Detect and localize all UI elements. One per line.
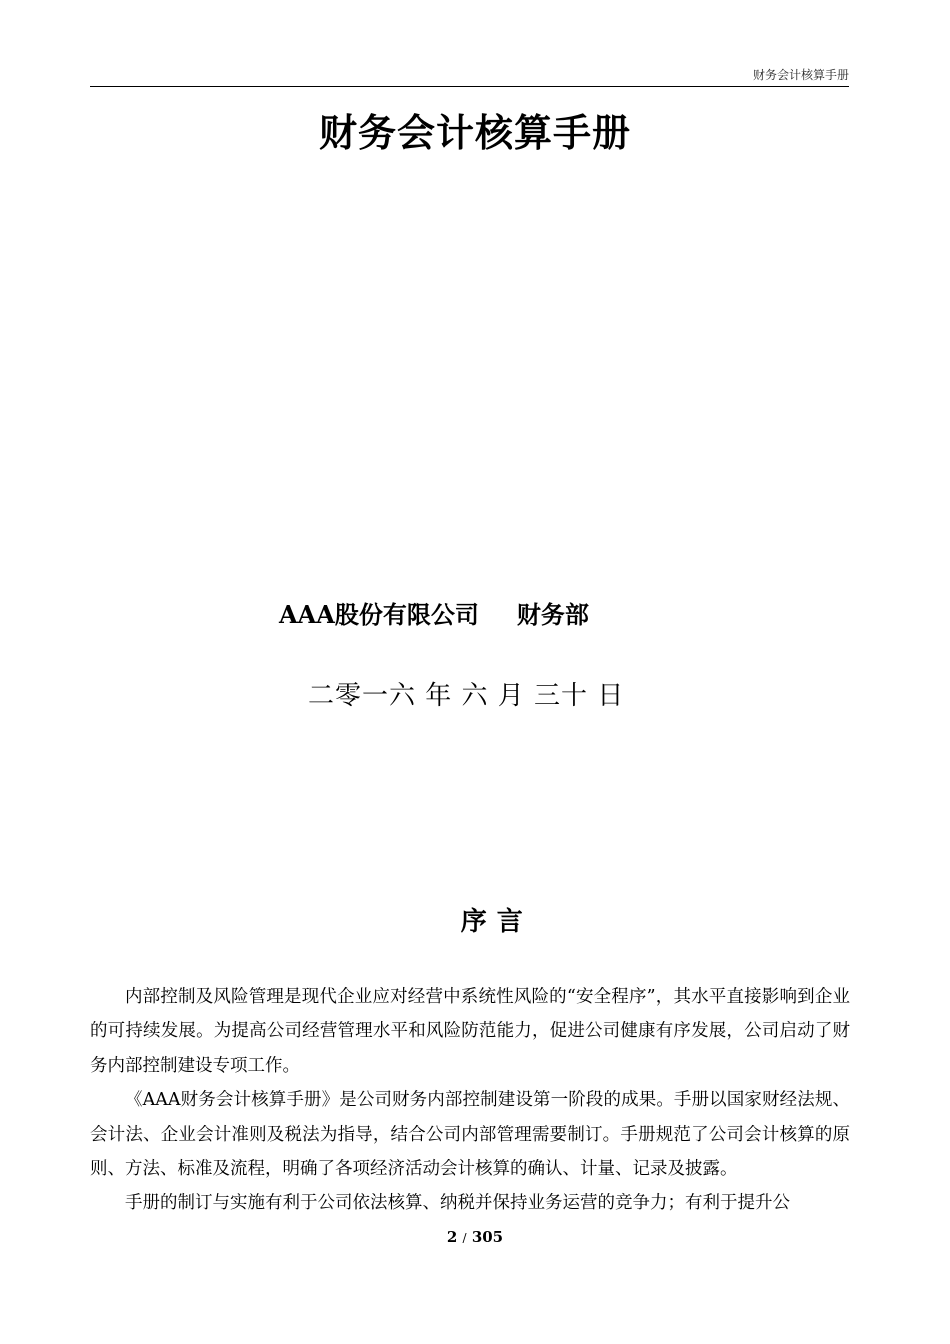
total-pages: 305 bbox=[471, 1228, 504, 1246]
page-separator: / bbox=[462, 1231, 467, 1245]
preface-paragraph: 内部控制及风险管理是现代企业应对经营中系统性风险的“安全程序”，其水平直接影响到企业的可持续发展。为提高公司经营管理水平和风险防范能力，促进公司健康有序发展，公司启动了财务内部控制建设专项工作。 bbox=[90, 987, 850, 1076]
preface-body bbox=[90, 980, 850, 1221]
document-title: 财务会计核算手册 bbox=[318, 110, 631, 155]
company-name: AAA股份有限公司 bbox=[279, 600, 479, 629]
preface-paragraph: 手册的制订与实施有利于公司依法核算、纳税并保持业务运营的竞争力；有利于提升公 bbox=[125, 1193, 790, 1214]
preface-paragraph: 《AAA财务会计核算手册》是公司财务内部控制建设第一阶段的成果。手册以国家财经法规、会计法、企业会计准则及税法为指导，结合公司内部管理需要制订。手册规范了公司会计核算的原则、方法、标准及流程，明确了各项经济活动会计核算的确认、计量、记录及披露。 bbox=[90, 1090, 850, 1180]
page-number bbox=[0, 1227, 950, 1248]
preface-heading: 序 言 bbox=[460, 907, 524, 937]
department-name: 财务部 bbox=[516, 600, 589, 629]
organization-line bbox=[279, 597, 589, 633]
current-page: 2 bbox=[446, 1228, 458, 1246]
running-header-title: 财务会计核算手册 bbox=[752, 68, 849, 82]
document-date: 二零一六 年 六 月 三十 日 bbox=[308, 681, 625, 711]
running-header bbox=[90, 66, 849, 87]
